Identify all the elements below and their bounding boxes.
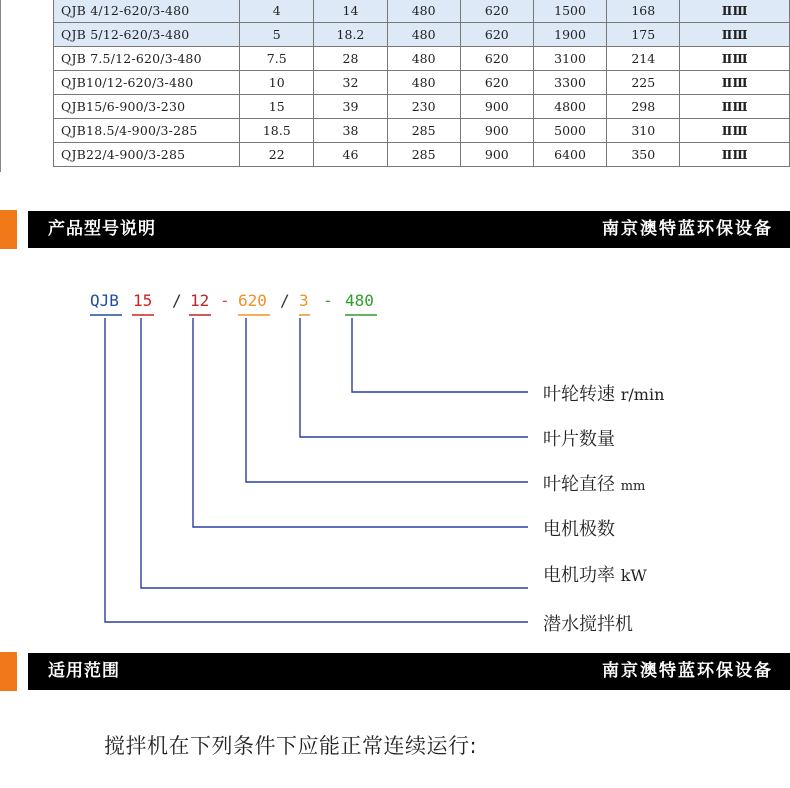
table-cell-diameter: 620: [460, 47, 533, 71]
table-cell-thrust: 5000: [533, 119, 606, 143]
diagram-lines: [0, 280, 790, 640]
table-row: [54, 119, 790, 143]
legend-blade-count: [543, 425, 615, 451]
section-title: 适用范围: [48, 661, 120, 681]
code-prefix: QJB: [90, 291, 119, 310]
table-cell-power: 22: [240, 143, 314, 167]
table-cell-power: 18.5: [240, 119, 314, 143]
legend-impeller-speed: [543, 380, 664, 406]
table-cell-weight: 298: [607, 95, 680, 119]
table-cell-speed: 285: [387, 143, 460, 167]
table-cell-grade: ⅡⅢ: [680, 119, 790, 143]
connector-poles: [193, 318, 528, 527]
table-cell-model: QJB15/6-900/3-230: [54, 95, 240, 119]
connector-power: [141, 318, 528, 588]
legend-text: 电机极数: [543, 519, 615, 540]
connector-diameter: [246, 318, 528, 482]
table-cell-speed: 480: [387, 23, 460, 47]
table-cell-diameter: 900: [460, 143, 533, 167]
section-header-model: [0, 210, 790, 249]
table-cell-current: 14: [314, 0, 387, 23]
section-brand: 南京澳特蓝环保设备: [602, 219, 773, 239]
table-cell-model: QJB10/12-620/3-480: [54, 71, 240, 95]
legend-unit: mm: [620, 479, 646, 494]
table-cell-diameter: 900: [460, 95, 533, 119]
code-dash1: -: [220, 291, 230, 310]
model-code-diagram: [0, 280, 790, 640]
legend-unit: r/min: [620, 385, 665, 404]
table-cell-diameter: 620: [460, 71, 533, 95]
table-cell-current: 39: [314, 95, 387, 119]
table-cell-model: QJB18.5/4-900/3-285: [54, 119, 240, 143]
table-cell-current: 32: [314, 71, 387, 95]
legend-impeller-diameter: [543, 470, 645, 496]
code-power: 15: [133, 291, 153, 310]
section-bar: [28, 211, 790, 248]
table-cell-power: 4: [240, 0, 314, 23]
table-cell-weight: 214: [607, 47, 680, 71]
table-cell-current: 38: [314, 119, 387, 143]
table-cell-diameter: 620: [460, 0, 533, 23]
spec-table-section: [0, 0, 790, 172]
table-frame-line: [0, 0, 1, 172]
table-cell-weight: 168: [607, 0, 680, 23]
code-sep2: /: [280, 291, 290, 310]
section-title: 产品型号说明: [48, 219, 156, 239]
code-poles: 12: [190, 291, 210, 310]
table-cell-grade: ⅡⅢ: [680, 143, 790, 167]
connector-speed: [352, 318, 528, 392]
table-row: [54, 47, 790, 71]
table-cell-thrust: 6400: [533, 143, 606, 167]
table-row: [54, 0, 790, 23]
legend-text: 叶轮直径: [543, 474, 615, 495]
table-cell-speed: 480: [387, 47, 460, 71]
table-row: [54, 23, 790, 47]
legend-text: 叶轮转速: [543, 384, 615, 405]
table-cell-grade: ⅡⅢ: [680, 95, 790, 119]
code-blades: 3: [299, 291, 309, 310]
table-cell-weight: 225: [607, 71, 680, 95]
table-cell-speed: 480: [387, 71, 460, 95]
table-cell-speed: 285: [387, 119, 460, 143]
section-bar: [28, 653, 790, 690]
table-cell-weight: 175: [607, 23, 680, 47]
legend-motor-power: [543, 561, 647, 587]
table-cell-model: QJB 5/12-620/3-480: [54, 23, 240, 47]
table-cell-grade: ⅡⅢ: [680, 23, 790, 47]
section-brand: 南京澳特蓝环保设备: [602, 661, 773, 681]
table-cell-thrust: 4800: [533, 95, 606, 119]
code-dash2: -: [323, 291, 333, 310]
code-sep1: /: [172, 291, 182, 310]
table-cell-grade: ⅡⅢ: [680, 0, 790, 23]
table-cell-thrust: 1900: [533, 23, 606, 47]
section-accent: [0, 652, 17, 691]
table-cell-current: 18.2: [314, 23, 387, 47]
table-cell-power: 5: [240, 23, 314, 47]
legend-unit: kW: [620, 566, 647, 585]
table-cell-weight: 310: [607, 119, 680, 143]
table-cell-thrust: 3100: [533, 47, 606, 71]
table-cell-thrust: 1500: [533, 0, 606, 23]
table-cell-diameter: 620: [460, 23, 533, 47]
legend-text: 叶片数量: [543, 429, 615, 450]
table-cell-thrust: 3300: [533, 71, 606, 95]
section-accent: [0, 210, 17, 249]
table-cell-power: 10: [240, 71, 314, 95]
connector-prefix: [105, 318, 528, 622]
connector-blades: [300, 318, 528, 437]
table-cell-power: 15: [240, 95, 314, 119]
table-row: [54, 71, 790, 95]
table-cell-current: 46: [314, 143, 387, 167]
legend-motor-poles: [543, 515, 615, 541]
table-cell-grade: ⅡⅢ: [680, 71, 790, 95]
table-cell-weight: 350: [607, 143, 680, 167]
table-cell-grade: ⅡⅢ: [680, 47, 790, 71]
code-speed: 480: [345, 291, 374, 310]
table-cell-power: 7.5: [240, 47, 314, 71]
table-cell-diameter: 900: [460, 119, 533, 143]
legend-text: 电机功率: [543, 565, 615, 586]
section-header-scope: [0, 652, 790, 691]
table-cell-current: 28: [314, 47, 387, 71]
table-cell-speed: 480: [387, 0, 460, 23]
table-cell-model: QJB 7.5/12-620/3-480: [54, 47, 240, 71]
legend-text: 潜水搅拌机: [543, 614, 633, 635]
table-row: [54, 95, 790, 119]
scope-intro: 搅拌机在下列条件下应能正常连续运行:: [104, 734, 478, 758]
code-diameter: 620: [238, 291, 267, 310]
table-row: [54, 143, 790, 167]
spec-table: [53, 0, 790, 167]
table-cell-speed: 230: [387, 95, 460, 119]
table-cell-model: QJB22/4-900/3-285: [54, 143, 240, 167]
legend-submersible-mixer: [543, 610, 633, 636]
table-cell-model: QJB 4/12-620/3-480: [54, 0, 240, 23]
